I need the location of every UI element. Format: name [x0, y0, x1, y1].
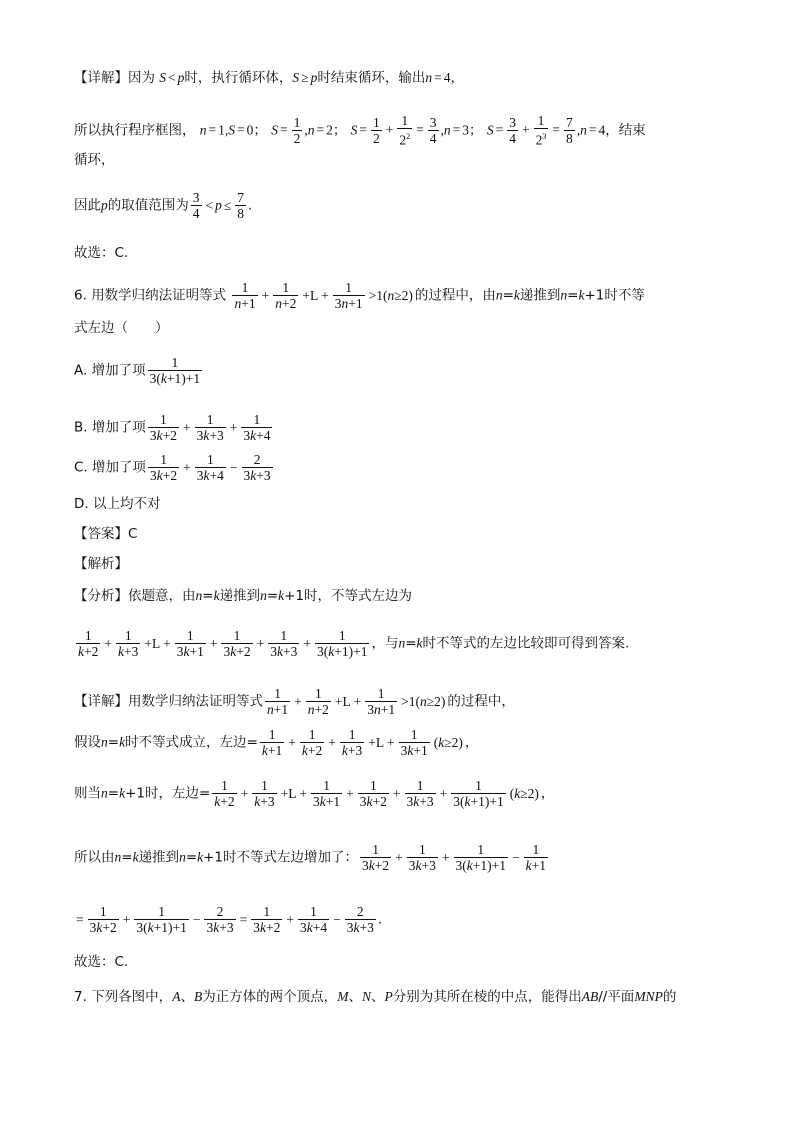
question-6: 6. 用数学归纳法证明等式 $\frac{1}{n+1}$ + $\frac{1}{n+2}$ +L + $\frac{1}{3n+1}$ >1(n≥2) 的过程中，由n=k递推到n=k+1时不等 [74, 280, 645, 311]
question-number: 6. [74, 287, 87, 304]
option-c[interactable]: C. 增加了项 $\frac{1}{3k+2}$ + $\frac{1}{3k+4}$ − $\frac{2}{3k+3}$ [74, 452, 271, 483]
detail-line-3: 循环， [74, 152, 115, 168]
final-expression: = $\frac{1}{3k+2}$ + $\frac{1}{3(k+1)+1}$ − $\frac{2}{3k+3}$ = $\frac{1}{3k+2}$ + $\frac{1}{3k+4}$ − $\frac{2}{3k+3}$ . [76, 904, 383, 935]
section-label: 【详解】 [74, 70, 128, 86]
choose-line-1: 故选：C. [74, 245, 129, 261]
question-number: 7. [74, 989, 87, 1005]
detail-line-1: 【详解】因为 S < p时，执行循环体，S ≥ p时结束循环，输出n = 4， [74, 70, 464, 86]
analysis-heading: 【解析】 [74, 556, 128, 572]
option-d[interactable]: D. 以上均不对 [74, 496, 161, 512]
question-7: 7. 下列各图中，A、B为正方体的两个顶点，M、N、P分别为其所在棱的中点，能得出AB//平面MNP的 [74, 989, 677, 1005]
fenxi-expression: $\frac{1}{k+2}$ + $\frac{1}{k+3}$ +L + $\frac{1}{3k+1}$ + $\frac{1}{3k+2}$ + $\frac{1}{3k+3}$ + $\frac{1}{3(k+1)+1}$ ，与n=k时不等式的左边比较即可得到答案. [78, 628, 630, 659]
detail-line-2: 所以执行程序框图， n = 1,S = 0； S = $\frac{1}{2}$ ,n = 2； S = $\frac{1}{2}$ + $\frac{1}{2^2}$ = $\frac{3}{4}$ ,n = 3； S = $\frac{3}{4}$ + $\frac{1}{2^3}$ = $\frac{7}{8}$ ,n = 4，结束 [74, 113, 646, 148]
detail-line-4: 因此p的取值范围为 $\frac{3}{4}$ < p ≤ $\frac{7}{8}$ . [74, 190, 253, 221]
so-line: 所以由n=k递推到n=k+1时不等式左边增加了： $\frac{1}{3k+2}$ + $\frac{1}{3k+3}$ + $\frac{1}{3(k+1)+1}$ − $\frac{1}{k+1}$ [74, 842, 547, 873]
assume-line: 假设n=k时不等式成立，左边= $\frac{1}{k+1}$ + $\frac{1}{k+2}$ + $\frac{1}{k+3}$ +L + $\frac{1}{3k+1}$ (k≥2) ， [74, 727, 479, 758]
fenxi-line: 【分析】依题意，由n=k递推到n=k+1时，不等式左边为 [74, 588, 413, 604]
option-a[interactable]: A. 增加了项 $\frac{1}{3(k+1)+1}$ [74, 355, 201, 386]
choose-line-2: 故选：C. [74, 954, 129, 970]
question-6-cont: 式左边（ ） [74, 320, 169, 336]
answer: 【答案】C [74, 526, 138, 542]
xiangjie-line: 【详解】用数学归纳法证明等式 $\frac{1}{n+1}$ + $\frac{1}{n+2}$ +L + $\frac{1}{3n+1}$ >1(n≥2) 的过程中， [74, 686, 515, 717]
then-line: 则当n=k+1时，左边= $\frac{1}{k+2}$ + $\frac{1}{k+3}$ +L + $\frac{1}{3k+1}$ + $\frac{1}{3k+2}$ + $\frac{1}{3k+3}$ + $\frac{1}{3(k+1)+1}$ (k≥2) ， [74, 778, 555, 809]
option-b[interactable]: B. 增加了项 $\frac{1}{3k+2}$ + $\frac{1}{3k+3}$ + $\frac{1}{3k+4}$ [74, 412, 271, 443]
